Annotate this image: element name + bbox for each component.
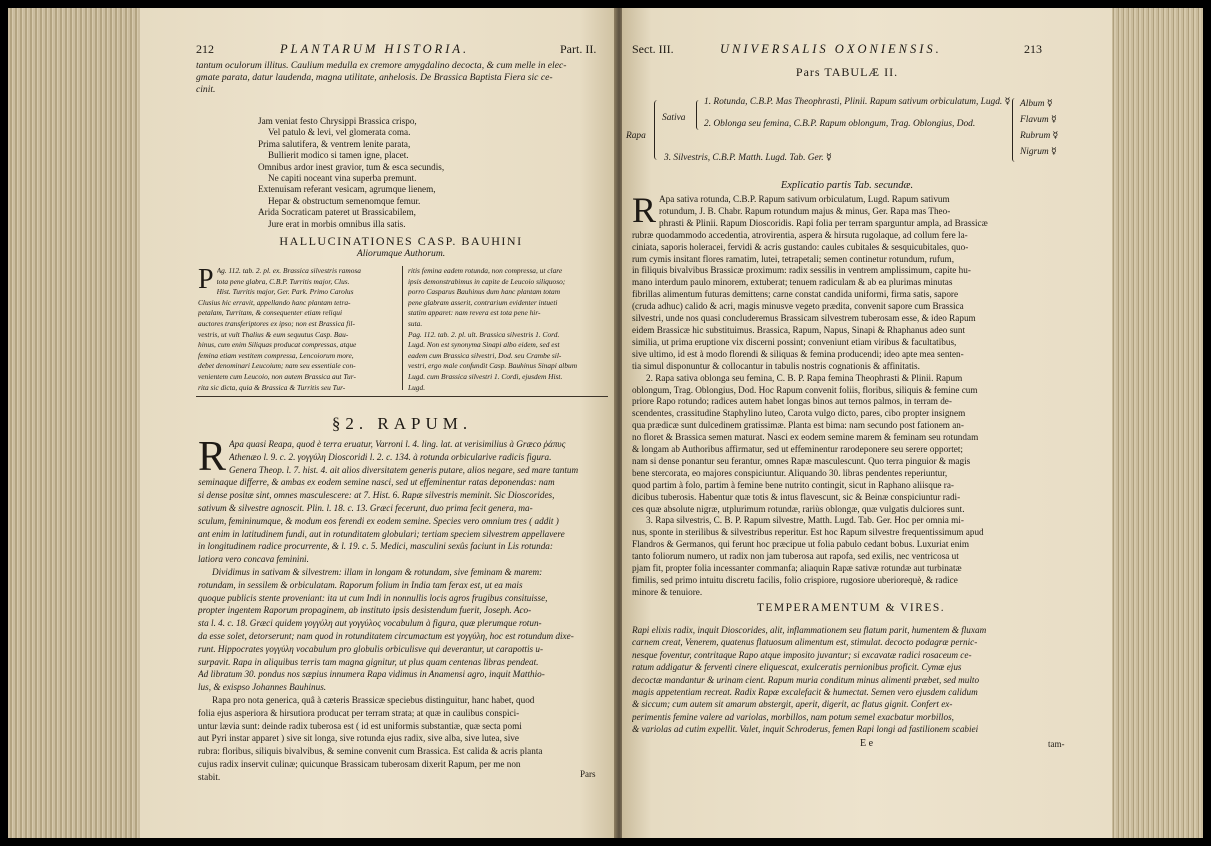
- rapum-line: in longitudinem radice procurrente, & l. 19. c. 5. Medici, masculini sexûs faciunt in Lis rotunda:: [198, 541, 553, 552]
- section-heading: §2. RAPUM.: [331, 414, 473, 433]
- right-section-label: Sect. III.: [632, 42, 674, 56]
- halluc-line: Lugd. cum Brassica silvestri 1. Cordi, ejusdem Hist.: [408, 371, 563, 381]
- temper-line: & variolas ad cutim expellit. Valet, inquit Schroderus, femen Rapi longi ad fastilionem scabiei: [632, 724, 979, 735]
- right-page: [622, 8, 1112, 838]
- section-rule: [196, 396, 608, 397]
- body-line: rubræ quodammodo accedentia, atrovirentia, aspera & hirsuta rugolaque, ad collum fere la-: [632, 229, 968, 240]
- body-line: priore Rapo rotundo; radices autem habet longas binos aut ternos palmos, in terram de-: [632, 396, 952, 407]
- poem-line: Extenuisam referant vesicam, agrumque lienem,: [258, 184, 436, 195]
- right-page-number: 213: [1024, 42, 1042, 56]
- poem-line: Prima salutifera, & ventrem lenite parata,: [258, 138, 411, 149]
- halluc-line: Lugd. Non est synonyma Sinapi albo eidem, sed est: [408, 340, 560, 350]
- tabula-colour-brace: [1012, 98, 1018, 162]
- body-line: mano interdum paulo minorem, extuberat; tenuem radiculam & ab ea plurimas minutas: [632, 277, 953, 288]
- body-line: phrasti & Plinii. Rapum Dioscoridis. Rapi folia per terram sparguntur ampla, ad Brassicæ: [659, 217, 988, 228]
- right-catchword: tam-: [1048, 739, 1065, 749]
- halluc-line: eadem cum Brassica silvestri, Dod. seu Crambe sil-: [408, 350, 562, 360]
- halluc-line: porro Casparus Bauhinus dum hanc plantam totam: [408, 287, 561, 297]
- rapum-line: rubra: floribus, siliquis bivalvibus, & semine convenit cum Brassica. Est calida & acris planta: [198, 746, 543, 757]
- body-line: fibrillas alimentum futuras demittens; carne constat candida uniformi, firma satis, sapore: [632, 289, 959, 300]
- body-line: fimilis, sed primo intuitu discretu facilis, folio crispiore, rugosiore uberiorequè, & radice: [632, 575, 958, 585]
- halluc-column-2: [408, 266, 608, 393]
- rapum-line: sta l. 4. c. 18. Græci quidem γογγύλη aut γογγύλος vocabulum à figura, quæ plerumque rotun-: [198, 618, 542, 629]
- right-running-head: [622, 42, 1112, 62]
- halluc-line: ritis femina eadem rotunda, non compressa, ut clare: [408, 266, 563, 275]
- body-line: (cruda adhuc) calido & acri, magis minusve vegeto prædita, convenit sapore cum Brassica: [632, 301, 964, 312]
- rapum-line: si dense positæ sint, omnes masculescere: at 7. Hist. 6. Rapæ silvestris meminit. Sic Dioscorides,: [198, 490, 555, 501]
- rapum-line: Ad libratum 30. pondus nos sæpius innumera Rapa vidimus in Anamensi agro, inquit Matthio-: [198, 669, 545, 680]
- poem-line: Vel patulo & levi, vel glomerata coma.: [268, 127, 411, 138]
- left-intro: [196, 60, 606, 97]
- body-line: scendentes, crassitudine Staphylino luteo, Carota vulgo dicto, pares, cibo propter insignem: [632, 408, 966, 419]
- body-line: silvestri, unde nos quasi concluderemus Brassicam silvestrem tuberosam esse, & ideo Rapum: [632, 313, 976, 324]
- rapum-line: folia ejus asperiora & hirsutiora producat per terram strata; at quæ in caulibus conspici-: [198, 707, 520, 718]
- halluc-line: rita sic dicta, quia & Brassica & Turritis seu Tur-: [198, 382, 346, 392]
- rapum-line: Genera Theop. l. 7. hist. 4. ait alios diversitatem generis putare, alios negare, sed mare tantum: [229, 464, 579, 475]
- temper-line: magis appetentiam recreat. Radix Rapæ excalefacit & humectat. Semen vero ejusdem calidum: [632, 687, 978, 698]
- pars-heading: Pars TABULÆ II.: [795, 65, 899, 79]
- rapum-line: cujus radix inservit culinæ; quicunque Brassicam tuberosam dixerit Rapum, per me non: [198, 758, 521, 769]
- body-line: ces quæ absolute nigræ, utplurimum rotundæ, rariùs oblongæ, quæ vulgatis dulciores sunt.: [632, 503, 965, 514]
- rapum-line: ant enim in latitudinem fundi, aut in rotunditatem globulari; tertiam speciem silvestrem appellavere: [198, 528, 565, 539]
- rapum-line: Dividimus in sativam & silvestrem: illam in longam & rotundam, sive feminam & marem:: [212, 566, 543, 577]
- open-book: [8, 8, 1203, 838]
- halluc-line: venientem cum Leucoio, non autem Brassica aut Tur-: [198, 371, 356, 381]
- rapum-line: quoque publicis stente proveniant: ita ut cum Indi in nonnullis locis agros frugibus consituisse,: [198, 592, 548, 603]
- left-running-title: PLANTARUM HISTORIA.: [280, 42, 470, 56]
- rapum-line: Rapa pro nota generica, quâ à cæteris Brassicæ speciebus distinguitur, hanc habet, quod: [212, 694, 535, 705]
- poem-line: Bullierit modico si tamen igne, placet.: [268, 150, 409, 161]
- body-line: rotundum, J. B. Chabr. Rapum rotundum majus & minus, Ger. Rapa mas Theo-: [659, 205, 951, 216]
- body-line: rum cymis insitant flores ramatim, lutei, tetrapetali; semen continetur rotundum, rufum,: [632, 253, 954, 264]
- temper-line: & siccum; cum autem sit amarum abstergit, aperit, digerit, ac flatus gignit. Confert ex-: [632, 699, 953, 710]
- body-line: nam si dense ponantur seu ferantur, omnes Rapæ masculescunt. Quo terra pinguior & magis: [632, 455, 971, 466]
- column-rule: [402, 266, 403, 390]
- halluc-line: pene glabram asserit, contrarium evidenter intueti: [408, 297, 558, 307]
- halluc-line: femina etiam vestitem compressa, Lencoiorum more,: [198, 350, 354, 360]
- dropcap-r: R: [198, 434, 227, 480]
- rapum-line: latiora vero concava feminini.: [198, 554, 309, 565]
- rapum-line: surpavit. Rapa in aliquibus terris tam magna gignitur, ut plus quam centenas libras pendeat.: [198, 656, 539, 667]
- rapum-line: sativum & silvestre agnoscit. Plin. l. 18. c. 13. Græci fecerunt, duo prima fecit genera, ma-: [198, 502, 533, 513]
- body-line: tia simul disponuntur & collocantur in tabulis nostris cognationis & affinitatis.: [632, 360, 920, 371]
- tabula-tree: [626, 94, 1076, 174]
- rapum-line: lus, & exispso Johannes Bauhinus.: [198, 682, 327, 693]
- temper-text: [632, 624, 1070, 736]
- body-line: dicibus tuberosis. Habentur quæ totis & intus flavescunt, sic & Beinæ conspiciuntur radi-: [632, 491, 961, 502]
- body-line: Flandros & Germanos, qui ferunt hoc præcipue ut folia pabulo cedant bobus. Luxuriat enim: [632, 539, 970, 550]
- tabula-item-1: 1. Rotunda, C.B.P. Mas Theophrasti, Plinii. Rapum sativum orbiculatum, Lugd. ☿: [704, 97, 1011, 107]
- halluc-line: suta.: [408, 318, 423, 328]
- intro-line: cinit.: [196, 84, 216, 96]
- halluc-line: Hist. Turritis major, Ger. Park. Primo Carolus: [216, 287, 354, 297]
- rapum-line: seminaque differre, & ambas ex eodem semine nasci, sed ut effeminentur ratas deponendas: nam: [198, 477, 555, 488]
- body-line: & longam ab Authoribus affirmatur, sed ut effeminentur rarodeponere seu serere opportet;: [632, 444, 963, 455]
- rapum-text: [198, 434, 608, 784]
- rapum-line: rotundam, in sessilem & orbiculatam. Raporum folium in India tam ferax est, ut ea mais: [198, 579, 523, 590]
- tabula-colour: Nigrum ☿: [1020, 147, 1057, 157]
- tabula-colour: Rubrum ☿: [1020, 131, 1059, 141]
- temper-line: nesque foventur, contritaque Rapo atque imposito juvantur; si excavatæ radici rosaceum ce-: [632, 649, 972, 660]
- right-main-text: [632, 190, 1070, 599]
- rapum-line: runt. Hippocrates γογγύλη vocabulum pro globulis orbiculisve qui deverantur, ut carapottis u-: [198, 643, 544, 654]
- tabula-item-2: 2. Oblonga seu femina, C.B.P. Rapum oblongum, Trag. Oblongius, Dod.: [704, 119, 976, 129]
- body-line: 3. Rapa silvestris, C. B. P. Rapum silvestre, Matth. Lugd. Tab. Ger. Hoc per omnia mi-: [646, 515, 964, 526]
- halluc-line: Clusius hic erravit, appellando hanc plantam tetra-: [198, 297, 351, 307]
- intro-line: tantum oculorum illitus. Caulium medulla ex cremore amygdalino decocta, & cum melle in elec-: [196, 60, 567, 71]
- left-catchword: Pars: [580, 769, 596, 779]
- body-line: nus, sponte in sterilibus & silvestribus reperitur. Est hoc Rapum silvestre frequentissimum apud: [632, 527, 984, 538]
- body-line: bene stercorata, eo majores conspiciuntur. Aliquando 30. libras pendentes reperiuntur,: [632, 467, 948, 478]
- rapum-line: da esse solet, detorserunt; nam quod in rotunditatem circumactum est γογγύλη, hoc est rotundum dixe-: [198, 630, 574, 641]
- halluc-line: petalam, Turritam, & consequenter etiam reliqui: [198, 308, 343, 318]
- body-line: in filiquis bivalvibus Brassicæ proximum: radix sessilis in ventrem amplissimum, capite hu-: [632, 265, 971, 276]
- halluc-line: Pag. 112. tab. 2. pl. ult. Brassica silvestris 1. Cord.: [408, 329, 560, 339]
- tabula-sativa: Sativa: [662, 113, 686, 123]
- body-line: qua prædicæ sunt dulcedinem gratissimæ. Planta est bima: nam secundo post fationem an-: [632, 420, 964, 431]
- halluc-line: Ag. 112. tab. 2. pl. ex. Brassica silvestris ramosa: [216, 266, 361, 275]
- body-line: Apa sativa rotunda, C.B.P. Rapum sativum orbiculatum, Lugd. Rapum sativum: [659, 194, 950, 204]
- rapum-line: untur lævia sunt: deinde radix tuberosa est ( id est uniformis substantiæ, quæ secta pomi: [198, 720, 522, 731]
- body-line: eidem Brassicæ hic substituimus. Brassica, Rapum, Napus, Sinapi & Rhaphanus adeo sunt: [632, 324, 966, 335]
- left-running-head: [140, 42, 618, 62]
- halluc-line: debet denominari Leucoium; nam seu essentiale con-: [198, 361, 356, 371]
- body-line: tanto foliorum numero, ut radix non jam tuberosa aut rapofa, sed exilis, nec ventricosa ut: [632, 551, 959, 562]
- halluc-line: vestris, ut vult Thalius & eum sequutus Casp. Bau-: [198, 329, 349, 339]
- intro-line: gmate parata, datur laudenda, magna utilitate, anhelosis. De Brassica Baptista Fiera sic ce-: [196, 72, 553, 84]
- tabula-item-3: 3. Silvestris, C.B.P. Matth. Lugd. Tab. Ger. ☿: [664, 153, 832, 163]
- rapum-line: sculum, femininumque, & modum eos ferendi ex eodem semine. Species vero omnium tres ( addit ): [198, 515, 559, 526]
- body-line: no floret & Brassica semen maturat. Nasci ex eodem semine marem & feminam seu rotundam: [632, 432, 979, 443]
- halluc-line: tota pene glabra, C.B.P. Turritis major, Clus.: [216, 276, 350, 286]
- left-page-number: 212: [196, 42, 214, 56]
- body-line: pjam fit, propter folia incessanter commanfa; aliaquin Rapæ sativæ rotundæ aut turbinatæ: [632, 563, 962, 574]
- body-line: oblongum, Trag. Oblongius, Dod. Hoc Rapum convenit foliis, floribus, siliquis & femine cum: [632, 384, 978, 395]
- temper-line: ratum addigatur & ferventi cinere eliquescat, exulceratis pernionibus proficit. Cymæ ejus: [632, 662, 962, 673]
- rapum-line: Apa quasi Reapa, quod è terra eruatur, Varroni l. 4. ling. lat. at verisimilius à Græco ῥάπυς: [229, 439, 566, 449]
- halluc-line: Lugd.: [408, 382, 426, 392]
- poem-line: Arida Socraticam pateret ut Brassicabilem,: [258, 207, 416, 218]
- body-line: similia, ut prima eruptione vix discerni possint; conveniunt etiam viribus & facultatibus,: [632, 336, 957, 347]
- left-part-label: Part. II.: [560, 42, 597, 56]
- tabula-colour: Album ☿: [1020, 99, 1053, 109]
- poem-line: Ne capiti noceant vina superba premunt.: [268, 173, 417, 184]
- rapum-line: propter ingentem Raporum propaginem, ab instituto ipsis desistendum fuerit, Joseph. Aco-: [198, 605, 532, 616]
- halluc-line: hinus, cum enim Siliquas producat compressas, atque: [198, 340, 357, 350]
- dropcap-p: P: [198, 264, 214, 295]
- halluc-line: vestri, ergo male confundit Casp. Bauhinus Sinapi album: [408, 361, 578, 371]
- dropcap-r-right: R: [632, 190, 657, 230]
- body-line: ciniata, saporis holeracei, fervidi & acris gustando: caules cubitales & sesquicubitales, quo-: [632, 241, 969, 252]
- signature-mark: E e: [860, 738, 874, 749]
- poem-line: Hepar & obstructum semenomque femur.: [268, 195, 421, 206]
- body-line: 2. Rapa sativa oblonga seu femina, C. B. P. Rapa femina Theophrasti & Plinii. Rapum: [646, 372, 963, 383]
- tabula-root-brace: [654, 100, 661, 160]
- poem-line: Jure erat in morbis omnibus illa satis.: [268, 218, 406, 229]
- tabula-colour: Flavum ☿: [1020, 115, 1057, 125]
- rapum-line: stabit.: [198, 771, 221, 782]
- body-line: quod partim à folo, partim à femine bene nutrito contingit, sicut in Raphano aliisque ra-: [632, 479, 954, 490]
- halluc-column-1: [198, 266, 400, 393]
- halluc-line: statim apparet: nam revera est tota pene hir-: [408, 308, 541, 318]
- body-line: minore & tenuiore.: [632, 586, 703, 597]
- temper-line: perimentis femine valere ad variolas, morbillos, nam potum semel exacbatur morbillos,: [632, 711, 954, 722]
- left-page-edges: [8, 8, 148, 838]
- poem-line: Jam veniat festo Chrysippi Brassica crispo,: [258, 116, 417, 126]
- tabula-sativa-brace: [696, 100, 702, 130]
- right-running-title: UNIVERSALIS OXONIENSIS.: [720, 42, 942, 56]
- left-page: [140, 8, 618, 838]
- right-page-edges: [1111, 8, 1203, 838]
- poem: [258, 116, 558, 230]
- body-line: sive ultimo, id est à modo florendi & siliquas & femina producendi; ideo apte mea senten-: [632, 348, 964, 359]
- temper-line: decoctæ mandantur & urinam cient. Rapum muria conditum minus alimenti præbet, sed multo: [632, 674, 980, 685]
- rapum-line: Athenæo l. 9. c. 2. γογγύλη Dioscoridi l. 2. c. 134. à rotunda orbicularive radicis figura.: [229, 451, 552, 462]
- temper-line: carnem creat, Venerem, quatenus flatuosum alimentum est, stimulat. decocto podagræ pernic-: [632, 637, 978, 648]
- halluc-line: ipsis demonstrabimus in capite de Leucoio siliquoso;: [408, 276, 566, 286]
- rapum-line: aut Pyri instar apparet ) sive sit longa, sive rotunda ejus radix, sive alba, sive lutea, sive: [198, 733, 519, 744]
- halluc-line: auctores transferiptores ex ipso; non est Brassica fil-: [198, 318, 355, 328]
- tabula-root: Rapa: [626, 131, 646, 141]
- halluc-subheading: Aliorumque Authorum.: [356, 248, 446, 259]
- halluc-heading: HALLUCINATIONES CASP. BAUHINI: [279, 234, 523, 248]
- temper-heading: TEMPERAMENTUM & VIRES.: [756, 602, 946, 614]
- temper-line: Rapi elixis radix, inquit Dioscorides, alit, inflammationem seu flatum parit, humentem & fluxam: [632, 625, 987, 635]
- explicatio-heading: Explicatio partis Tab. secundæ.: [780, 180, 914, 191]
- poem-line: Omnibus ardor inest gravior, tum & esca secundis,: [258, 161, 445, 172]
